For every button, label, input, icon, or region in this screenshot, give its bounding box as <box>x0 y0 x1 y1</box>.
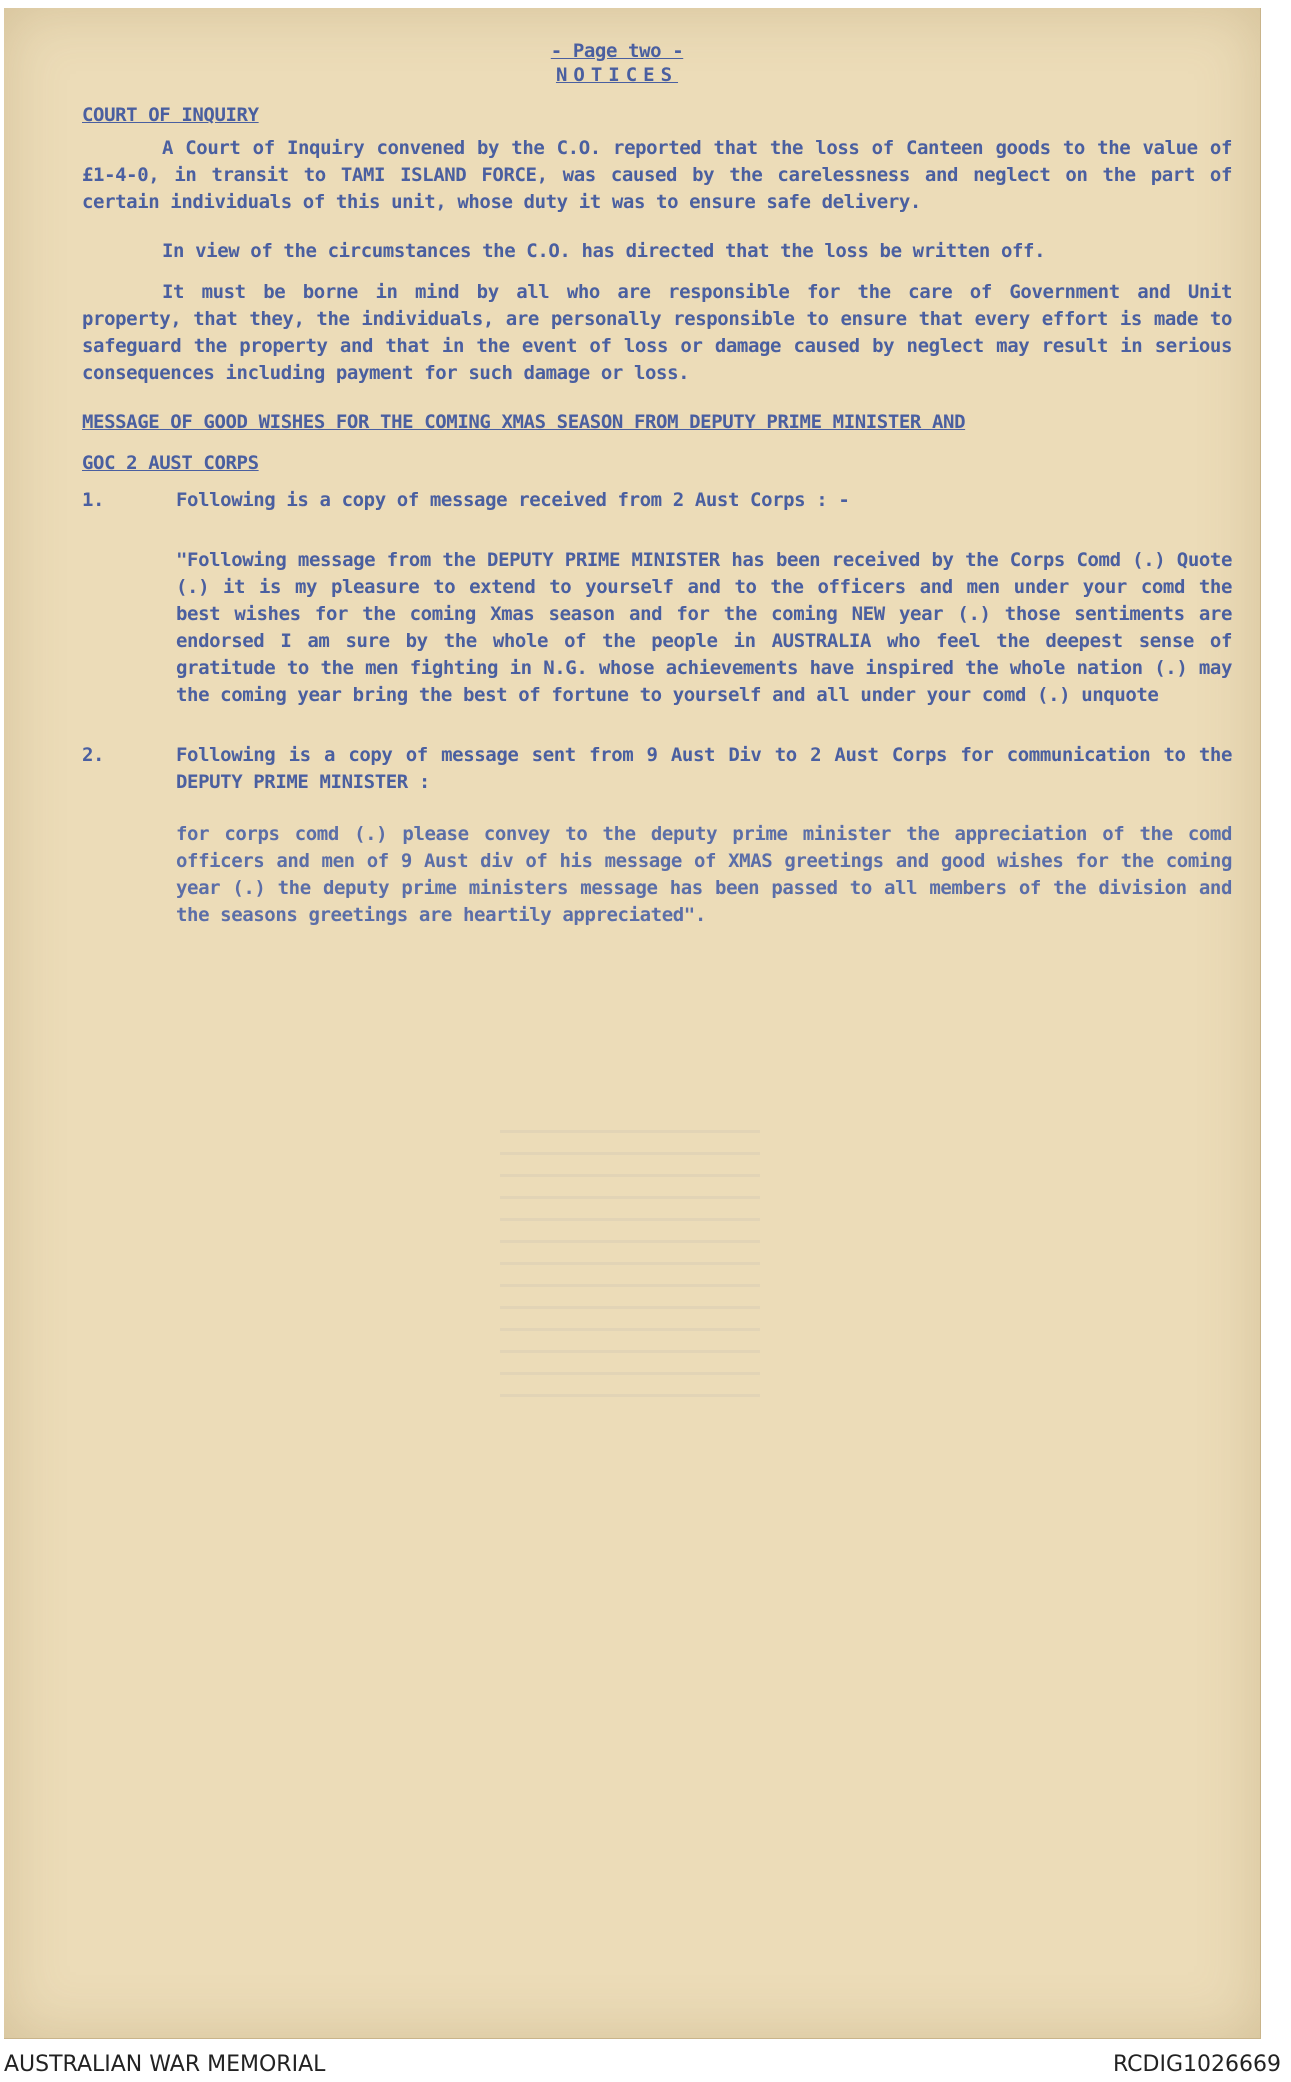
archive-footer <box>0 2048 1291 2082</box>
item-intro: Following is a copy of message received from 2 Aust Corps : - <box>176 489 850 511</box>
item-number: 2. <box>82 744 105 766</box>
message-quote-1: "Following message from the DEPUTY PRIME MINISTER has been received by the Corps Comd (.) Quote (.) it is my pleasure to extend to yourself and to the officers and men under your comd the best wishes for the coming Xmas season and for the coming NEW year (.) those sentiments are endorsed I am sure by the whole of the people in AUSTRALIA who feel the deepest sense of gratitude to the men fighting in N.G. whose achievements have inspired the whole nation (.) may the coming year bring the best of fortune to yourself and all under your comd (.) unquote <box>176 549 1232 706</box>
message-item-2 <box>82 742 1232 796</box>
archive-id: RCDIG1026669 <box>1112 2052 1281 2077</box>
faint-stamp-marks <box>500 1130 760 1410</box>
message-quote-2: for corps comd (.) please convey to the deputy prime minister the appreciation of the comd officers and men of 9 Aust div of his message of XMAS greetings and good wishes for the coming year (.) the deputy prime ministers message has been passed to all members of the division and the seasons greetings are heartily appreciated". <box>176 823 1232 926</box>
page-header <box>2 40 1232 88</box>
page-title: NOTICES <box>555 64 679 86</box>
good-wishes-heading-line1: MESSAGE OF GOOD WISHES FOR THE COMING XMAS SEASON FROM DEPUTY PRIME MINISTER AND <box>82 411 966 433</box>
item-intro: Following is a copy of message sent from 9 Aust Div to 2 Aust Corps for communication to the DEPUTY PRIME MINISTER : <box>176 744 1232 793</box>
good-wishes-heading-line2: GOC 2 AUST CORPS <box>82 452 259 474</box>
court-of-inquiry-heading: COURT OF INQUIRY <box>82 104 259 126</box>
item-number: 1. <box>82 489 105 511</box>
page-label: - Page two - <box>550 40 684 62</box>
message-item-1 <box>82 487 1232 514</box>
inquiry-paragraph-2: In view of the circumstances the C.O. has directed that the loss be written off. <box>162 240 1046 262</box>
inquiry-paragraph-3: It must be borne in mind by all who are responsible for the care of Government and Unit property, that they, the individuals, are personally responsible to ensure that every effort is made to safeguard the property and that in the event of loss or damage caused by neglect may result in serious consequences including payment for such damage or loss. <box>82 281 1232 384</box>
inquiry-paragraph-1: A Court of Inquiry convened by the C.O. reported that the loss of Canteen goods to the value of £1-4-0, in transit to TAMI ISLAND FORCE, was caused by the carelessness and neglect on the part of certain individuals of this unit, whose duty it was to ensure safe delivery. <box>82 137 1232 213</box>
typed-document <box>82 40 1232 948</box>
page-label-line <box>2 40 1232 62</box>
archive-name: AUSTRALIAN WAR MEMORIAL <box>4 2052 326 2077</box>
